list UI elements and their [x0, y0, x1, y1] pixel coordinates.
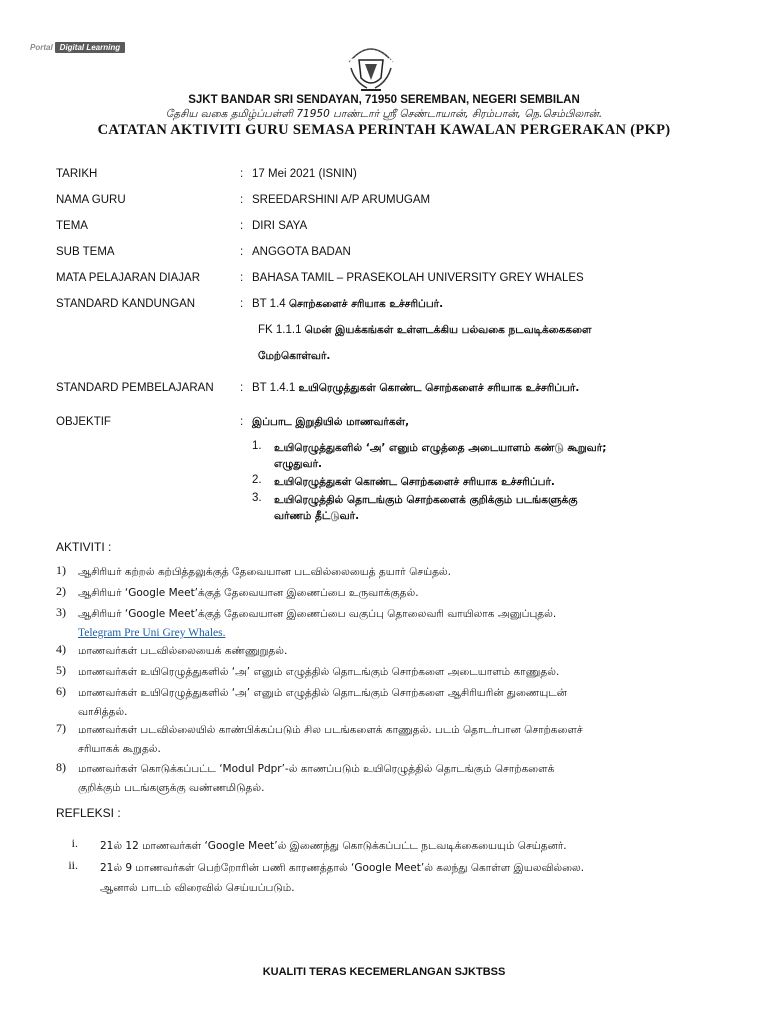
sp-text: உயிரெழுத்துகள் கொண்ட சொற்களைச் சரியாக உச்சரிப்பர். [298, 382, 580, 394]
fk-code: FK 1.1.1 [258, 324, 302, 336]
activity-number: 7) [56, 721, 66, 735]
reflection-line: 21ல் 9 மாணவர்கள் பெற்றோரின் பணி காரணத்தால் ‘Google Meet’ல் கலந்து கொள்ள இயலவில்லை. [100, 862, 585, 874]
activity-item: மாணவர்கள் உயிரெழுத்துகளில் ‘அ’ எனும் எழுத்தில் தொடங்கும் சொற்களை அடையாளம் காணுதல். [78, 666, 560, 678]
activity-item: ஆசிரியர் கற்றல் கற்பித்தலுக்குத் தேவையான படவில்லையைத் தயார் செய்தல். [78, 566, 451, 578]
school-name: SJKT BANDAR SRI SENDAYAN, 71950 SEREMBAN, NEGERI SEMBILAN [188, 94, 580, 106]
fk-text: மென் இயக்கங்கள் உள்ளடக்கிய பல்வகை நடவடிக்கைகளை [304, 324, 592, 336]
reflection-number: i. [71, 836, 78, 850]
colon: : [240, 416, 244, 428]
fk-text-cont: மேற்கொள்வர். [258, 350, 331, 362]
objective-number: 2. [252, 474, 262, 486]
colon: : [240, 246, 244, 258]
reflection-item [100, 858, 720, 898]
colon: : [240, 194, 244, 206]
objective-item: உயிரெழுத்துகள் கொண்ட சொற்களைச் சரியாக உச்சரிப்பர். [274, 476, 555, 488]
objective-line: எழுதுவர். [274, 458, 323, 470]
school-name-tamil: தேசிய வகை தமிழ்ப்பள்ளி 71950 பாண்டார் ஸ்ரீ செண்டாயான், சிரம்பான், நெ.செம்பிலான். [165, 108, 603, 120]
reflection-item: 21ல் 12 மாணவர்கள் ‘Google Meet’ல் இணைந்து கொடுக்கப்பட்ட நடவடிக்கையையும் செய்தனர். [100, 840, 567, 852]
activity-item [78, 684, 728, 722]
activity-line: மாணவர்கள் படவில்லையில் காண்பிக்கப்படும் சில படங்களைக் காணுதல். படம் தொடர்பான சொற்களைச் [78, 724, 583, 736]
sp-value [252, 382, 579, 395]
objective-line: உயிரெழுத்துகளில் ‘அ’ எனும் எழுத்தை அடையாளம் கண்டு கூறுவர்; [274, 442, 607, 454]
objective-line: உயிரெழுத்தில் தொடங்கும் சொற்களைக் குறிக்கும் படங்களுக்கு [274, 494, 578, 506]
sp-code: BT 1.4.1 [252, 382, 296, 394]
activity-item [78, 721, 728, 759]
activity-line: மாணவர்கள் கொடுக்கப்பட்ட ‘Modul Pdpr’-ல் காணப்படும் உயிரெழுத்தில் தொடங்கும் சொற்களைக் [78, 763, 555, 775]
colon: : [240, 382, 244, 394]
activity-line: மாணவர்கள் உயிரெழுத்துகளில் ‘அ’ எனும் எழுத்தில் தொடங்கும் சொற்களை ஆசிரியரின் துணையுடன் [78, 687, 567, 699]
subtema-value: ANGGOTA BADAN [252, 246, 351, 258]
subtema-label: SUB TEMA [56, 246, 115, 258]
colon: : [240, 298, 244, 310]
sk-code: BT 1.4 [252, 298, 286, 310]
portal-logo [30, 42, 125, 53]
activity-line: சரியாகக் கூறுதல். [78, 743, 161, 755]
aktiviti-heading: AKTIVITI : [56, 540, 112, 554]
sk-value [252, 298, 443, 311]
colon: : [240, 168, 244, 180]
mapel-value: BAHASA TAMIL – PRASEKOLAH UNIVERSITY GREY WHALES [252, 272, 584, 284]
activity-number: 1) [56, 563, 66, 577]
school-crest-icon [341, 38, 401, 96]
activity-line: குறிக்கும் படங்களுக்கு வண்ணமிடுதல். [78, 782, 265, 794]
reflection-line: ஆனால் பாடம் விரைவில் செய்யப்படும். [100, 882, 295, 894]
activity-number: 5) [56, 663, 66, 677]
guru-value: SREEDARSHINI A/P ARUMUGAM [252, 194, 431, 206]
tema-value: DIRI SAYA [252, 220, 308, 232]
activity-number: 4) [56, 642, 66, 656]
activity-number: 3) [56, 605, 66, 619]
activity-item [78, 605, 728, 643]
telegram-link[interactable]: Telegram Pre Uni Grey Whales. [78, 627, 226, 639]
guru-label: NAMA GURU [56, 194, 126, 206]
activity-line: ஆசிரியர் ‘Google Meet’க்குத் தேவையான இணைப்பை வகுப்பு தொலைவரி வாயிலாக அனுப்புதல். [78, 608, 557, 620]
objective-item [274, 492, 714, 524]
footer-motto: KUALITI TERAS KECEMERLANGAN SJKTBSS [262, 966, 506, 978]
activity-number: 2) [56, 584, 66, 598]
logo-part2: Digital Learning [55, 42, 125, 53]
sk-text: சொற்களைச் சரியாக உச்சரிப்பர். [288, 298, 444, 310]
objective-line: வர்ணம் தீட்டுவர். [274, 510, 360, 522]
objective-number: 1. [252, 440, 262, 452]
activity-number: 6) [56, 684, 66, 698]
tarikh-label: TARIKH [56, 168, 98, 180]
objective-number: 3. [252, 492, 262, 504]
fk-value [258, 324, 592, 337]
activity-item [78, 760, 728, 798]
refleksi-heading: REFLEKSI : [56, 806, 121, 820]
activity-item: மாணவர்கள் படவில்லையைக் கண்ணுறுதல். [78, 645, 288, 657]
logo-part1: Portal [30, 43, 53, 52]
activity-line: வாசித்தல். [78, 706, 128, 718]
activity-item: ஆசிரியர் ‘Google Meet’க்குத் தேவையான இணைப்பை உருவாக்குதல். [78, 587, 419, 599]
tema-label: TEMA [56, 220, 88, 232]
sk-label: STANDARD KANDUNGAN [56, 298, 196, 310]
objektif-intro: இப்பாட இறுதியில் மாணவர்கள், [252, 416, 410, 428]
activity-number: 8) [56, 760, 66, 774]
colon: : [240, 220, 244, 232]
tarikh-value: 17 Mei 2021 (ISNIN) [252, 168, 357, 180]
objective-item [274, 440, 714, 472]
colon: : [240, 272, 244, 284]
document-title: CATATAN AKTIVITI GURU SEMASA PERINTAH KAWALAN PERGERAKAN (PKP) [97, 122, 671, 138]
objektif-label: OBJEKTIF [56, 416, 111, 428]
sp-label: STANDARD PEMBELAJARAN [56, 382, 214, 394]
reflection-number: ii. [68, 858, 78, 872]
mapel-label: MATA PELAJARAN DIAJAR [56, 272, 200, 284]
